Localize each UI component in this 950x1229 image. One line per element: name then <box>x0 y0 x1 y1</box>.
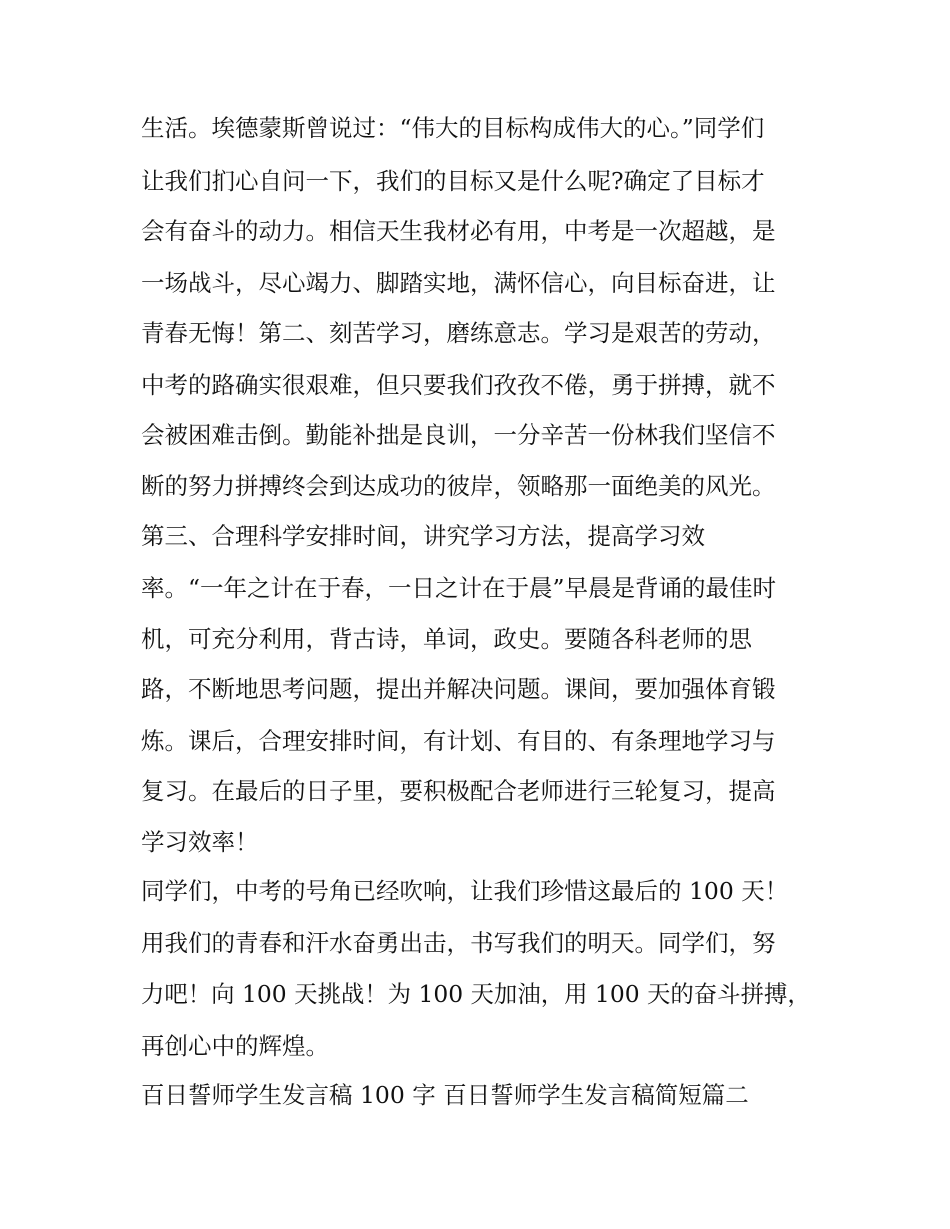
text-line: 同学们，中考的号角已经吹响，让我们珍惜这最后的 100 天！ <box>141 877 789 905</box>
text-line: 再创心中的辉煌。 <box>141 1032 329 1060</box>
text-line: 第三、合理科学安排时间，讲究学习方法，提高学习效 <box>141 522 705 550</box>
text-line: 力吧！向 100 天挑战！为 100 天加油，用 100 天的奋斗拼搏， <box>141 980 811 1008</box>
text-line: 复习。在最后的日子里，要积极配合老师进行三轮复习，提高 <box>141 777 776 805</box>
text-line: 中考的路确实很艰难，但只要我们孜孜不倦，勇于拼搏，就不 <box>141 371 776 399</box>
text-line: 生活。埃德蒙斯曾说过：“伟大的目标构成伟大的心。”同学们 <box>141 114 765 142</box>
text-line: 机，可充分利用，背古诗，单词，政史。要随各科老师的思 <box>141 625 752 653</box>
text-line: 青春无悔！第二、刻苦学习，磨练意志。学习是艰苦的劳动， <box>141 319 776 347</box>
text-line: 让我们扪心自问一下，我们的目标又是什么呢?确定了目标才 <box>141 167 765 195</box>
text-line: 一场战斗，尽心竭力、脚踏实地，满怀信心，向目标奋进，让 <box>141 269 776 297</box>
text-line: 会有奋斗的动力。相信天生我材必有用，中考是一次超越，是 <box>141 217 776 245</box>
text-line: 学习效率！ <box>141 828 259 856</box>
text-line: 路，不断地思考问题，提出并解决问题。课间，要加强体育锻 <box>141 675 776 703</box>
text-line: 率。“一年之计在于春，一日之计在于晨”早晨是背诵的最佳时 <box>141 574 777 602</box>
text-line: 断的努力拼搏终会到达成功的彼岸，领略那一面绝美的风光。 <box>141 472 776 500</box>
text-line: 百日誓师学生发言稿 100 字 百日誓师学生发言稿简短篇二 <box>141 1081 749 1109</box>
text-line: 会被困难击倒。勤能补拙是良训，一分辛苦一份林我们坚信不 <box>141 421 776 449</box>
text-line: 炼。课后，合理安排时间，有计划、有目的、有条理地学习与 <box>141 727 776 755</box>
text-line: 用我们的青春和汗水奋勇出击，书写我们的明天。同学们，努 <box>141 929 776 957</box>
